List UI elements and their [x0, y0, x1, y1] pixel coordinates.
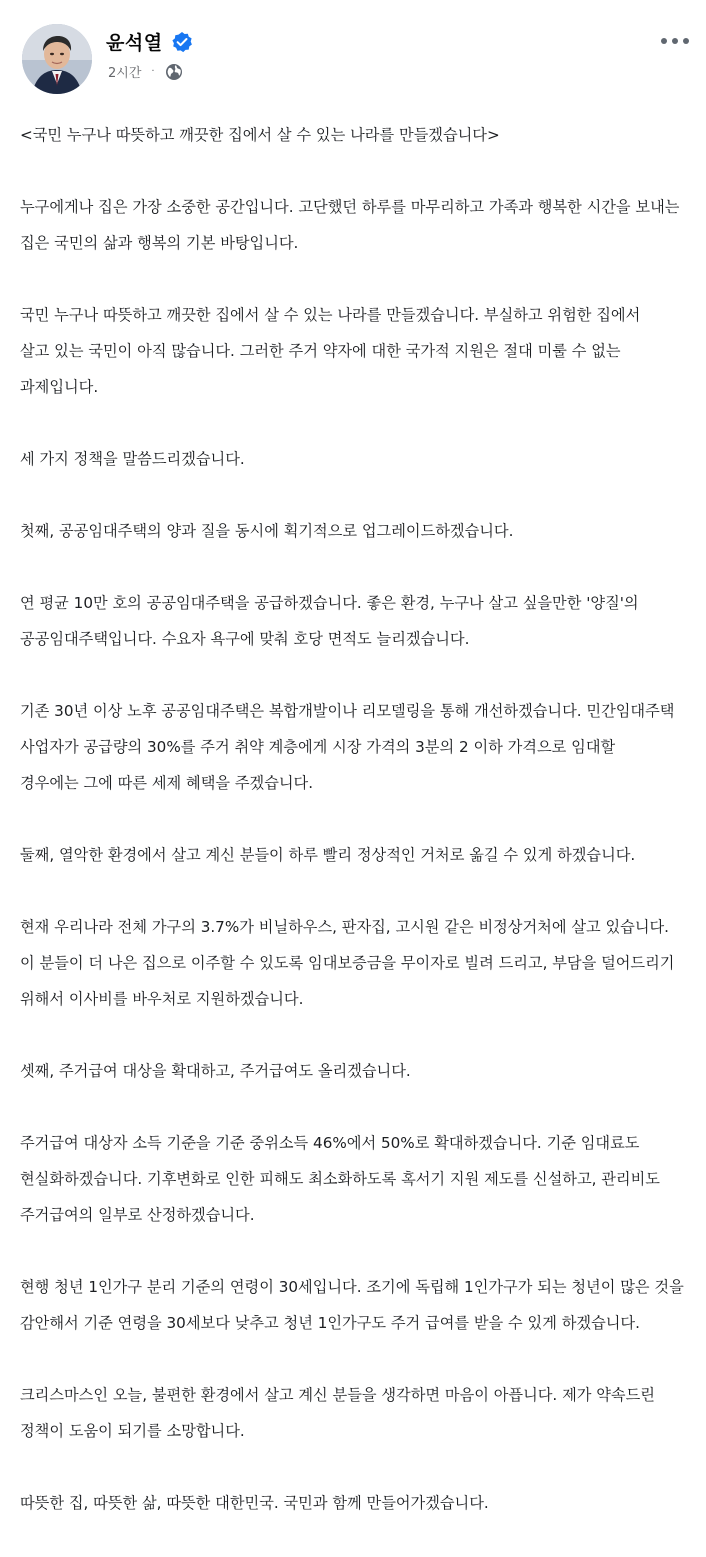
post-meta — [108, 62, 183, 81]
post-text-line: 따뜻한 집, 따뜻한 삶, 따뜻한 대한민국. 국민과 함께 만들어가겠습니다. — [20, 1494, 489, 1512]
post-text-line: 첫째, 공공임대주택의 양과 질을 동시에 획기적으로 업그레이드하겠습니다. — [20, 522, 514, 540]
verified-badge-icon — [171, 31, 193, 53]
post-paragraph — [20, 1053, 696, 1089]
author-row — [106, 28, 193, 55]
post-text-line: 감안해서 기준 연령을 30세보다 낮추고 청년 1인가구도 주거 급여를 받을 수 있게 하겠습니다. — [20, 1314, 640, 1332]
post-text-line: 집은 국민의 삶과 행복의 기본 바탕입니다. — [20, 234, 299, 252]
post-text-line: 공공임대주택입니다. 수요자 욕구에 맞춰 호당 면적도 늘리겠습니다. — [20, 630, 470, 648]
more-dot — [683, 38, 689, 44]
meta-separator: · — [151, 66, 155, 77]
post-body — [20, 117, 696, 1557]
post-paragraph — [20, 909, 696, 1017]
post-text-line: 현행 청년 1인가구 분리 기준의 연령이 30세입니다. 조기에 독립해 1인가구가 되는 청년이 많은 것을 — [20, 1278, 684, 1296]
globe-icon[interactable] — [165, 63, 183, 81]
post-text-line: 정책이 도움이 되기를 소망합니다. — [20, 1422, 245, 1440]
post-paragraph — [20, 837, 696, 873]
post-text-line: 둘째, 열악한 환경에서 살고 계신 분들이 하루 빨리 정상적인 거처로 옮길 수 있게 하겠습니다. — [20, 846, 636, 864]
post-text-line: 누구에게나 집은 가장 소중한 공간입니다. 고단했던 하루를 마무리하고 가족과 행복한 시간을 보내는 — [20, 198, 680, 216]
post-text-line: 국민 누구나 따뜻하고 깨끗한 집에서 살 수 있는 나라를 만들겠습니다. 부실하고 위험한 집에서 — [20, 306, 641, 324]
post-text-line: <국민 누구나 따뜻하고 깨끗한 집에서 살 수 있는 나라를 만들겠습니다> — [20, 126, 500, 144]
post-text-line: 현실화하겠습니다. 기후변화로 인한 피해도 최소화하도록 혹서기 지원 제도를 신설하고, 관리비도 — [20, 1170, 660, 1188]
post-text-line: 현재 우리나라 전체 가구의 3.7%가 비닐하우스, 판자집, 고시원 같은 비정상거처에 살고 있습니다. — [20, 918, 670, 936]
post-paragraph — [20, 513, 696, 549]
post-timestamp[interactable]: 2시간 — [108, 66, 142, 81]
avatar[interactable] — [22, 24, 92, 94]
post-paragraph — [20, 1377, 696, 1449]
post-text-line: 크리스마스인 오늘, 불편한 환경에서 살고 계신 분들을 생각하면 마음이 아픕니다. 제가 약속드린 — [20, 1386, 655, 1404]
post-text-line: 이 분들이 더 나은 집으로 이주할 수 있도록 임대보증금을 무이자로 빌려 드리고, 부담을 덜어드리기 — [20, 954, 675, 972]
avatar-photo — [22, 24, 92, 94]
more-dot — [672, 38, 678, 44]
post-text-line: 살고 있는 국민이 아직 많습니다. 그러한 주거 약자에 대한 국가적 지원은 절대 미룰 수 없는 — [20, 342, 621, 360]
post-header — [0, 0, 706, 110]
post-paragraph — [20, 297, 696, 405]
post-text-line: 세 가지 정책을 말씀드리겠습니다. — [20, 450, 245, 468]
post-paragraph — [20, 1485, 696, 1521]
post-paragraph — [20, 693, 696, 801]
post-text-line: 과제입니다. — [20, 378, 99, 396]
post-text-line: 위해서 이사비를 바우처로 지원하겠습니다. — [20, 990, 304, 1008]
post-text-line: 기존 30년 이상 노후 공공임대주택은 복합개발이나 리모델링을 통해 개선하겠습니다. 민간임대주택 — [20, 702, 675, 720]
post-text-line: 연 평균 10만 호의 공공임대주택을 공급하겠습니다. 좋은 환경, 누구나 살고 싶을만한 '양질'의 — [20, 594, 639, 612]
post-text-line: 사업자가 공급량의 30%를 주거 취약 계층에게 시장 가격의 3분의 2 이하 가격으로 임대할 — [20, 738, 616, 756]
more-dot — [661, 38, 667, 44]
post-text-line: 경우에는 그에 따른 세제 혜택을 주겠습니다. — [20, 774, 314, 792]
post-text-line: 셋째, 주거급여 대상을 확대하고, 주거급여도 올리겠습니다. — [20, 1062, 411, 1080]
post-paragraph — [20, 117, 696, 153]
post-paragraph — [20, 189, 696, 261]
post-paragraph — [20, 441, 696, 477]
post-text-line: 주거급여 대상자 소득 기준을 기준 중위소득 46%에서 50%로 확대하겠습니다. 기준 임대료도 — [20, 1134, 640, 1152]
post-text-line: 주거급여의 일부로 산정하겠습니다. — [20, 1206, 255, 1224]
author-name[interactable]: 윤석열 — [106, 32, 163, 54]
more-options-icon[interactable] — [658, 30, 692, 52]
post-paragraph — [20, 585, 696, 657]
post-paragraph — [20, 1125, 696, 1233]
